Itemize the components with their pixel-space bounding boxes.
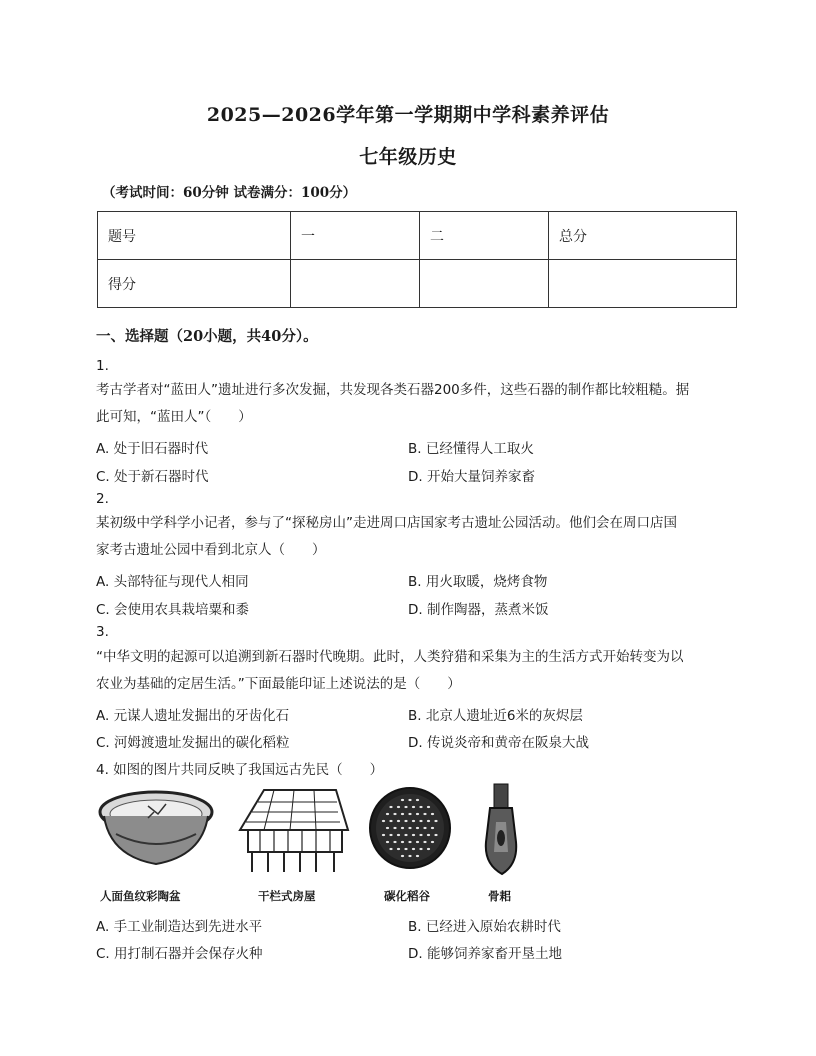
question-stem	[96, 510, 722, 564]
stem-line: 此可知，“蓝田人”（ ）	[96, 409, 252, 425]
figure-caption: 碳化稻谷	[384, 889, 430, 903]
question-stem	[96, 377, 722, 431]
option-b[interactable]: B. 已经进入原始农耕时代	[408, 919, 561, 935]
bone-spade-image	[476, 782, 526, 882]
option-d[interactable]: D. 制作陶器，蒸煮米饭	[408, 602, 549, 618]
stem-line: 某初级中学科学小记者，参与了“探秘房山”走进周口店国家考古遗址公园活动。他们会在周口店国	[96, 515, 677, 531]
question-stem	[96, 644, 722, 698]
carbonized-rice-image	[364, 782, 456, 882]
option-c[interactable]: C. 处于新石器时代	[96, 469, 209, 485]
option-a[interactable]: A. 处于旧石器时代	[96, 441, 209, 457]
table-cell: 二	[420, 212, 549, 260]
option-d[interactable]: D. 开始大量饲养家畜	[408, 469, 535, 485]
figure-caption: 人面鱼纹彩陶盆	[100, 889, 181, 903]
option-a[interactable]: A. 手工业制造达到先进水平	[96, 919, 263, 935]
option-d[interactable]: D. 能够饲养家畜开垦土地	[408, 946, 562, 962]
stem-line: 家考古遗址公园中看到北京人（ ）	[96, 542, 326, 558]
exam-info: （考试时间：60分钟 试卷满分：100分）	[102, 185, 357, 201]
score-input-cell[interactable]	[291, 260, 420, 308]
stem-line: “中华文明的起源可以追溯到新石器时代晚期。此时，人类狩猎和采集为主的生活方式开始转变为以	[96, 649, 684, 665]
exam-title: 2025—2026学年第一学期期中学科素养评估	[206, 104, 610, 126]
score-input-cell[interactable]	[420, 260, 549, 308]
section-title: 一、选择题（20小题，共40分）。	[96, 328, 318, 345]
option-a[interactable]: A. 元谋人遗址发掘出的牙齿化石	[96, 708, 290, 724]
option-c[interactable]: C. 用打制石器并会保存火种	[96, 946, 263, 962]
pottery-basin-image	[96, 782, 216, 882]
option-b[interactable]: B. 用火取暖，烧烤食物	[408, 574, 548, 590]
figure-caption: 骨耜	[488, 889, 511, 903]
option-c[interactable]: C. 河姆渡遗址发掘出的碳化稻粒	[96, 735, 290, 751]
option-a[interactable]: A. 头部特征与现代人相同	[96, 574, 249, 590]
option-b[interactable]: B. 北京人遗址近6米的灰烬层	[408, 708, 583, 724]
question-number: 3.	[96, 624, 109, 640]
table-cell: 总分	[549, 212, 737, 260]
question-number: 1.	[96, 358, 109, 374]
exam-subtitle: 七年级历史	[359, 146, 457, 168]
stem-line: 农业为基础的定居生活。”下面最能印证上述说法的是（ ）	[96, 676, 461, 692]
question-stem: 4. 如图的图片共同反映了我国远古先民（ ）	[96, 762, 384, 778]
stem-line: 考古学者对“蓝田人”遗址进行多次发掘，共发现各类石器200多件，这些石器的制作都比较粗糙。据	[96, 382, 690, 398]
table-cell: 一	[291, 212, 420, 260]
score-table-score-row	[98, 260, 737, 308]
score-input-cell[interactable]	[549, 260, 737, 308]
question-number: 2.	[96, 491, 109, 507]
score-table-header-row	[98, 212, 737, 260]
question-figures	[96, 782, 536, 906]
table-cell: 得分	[98, 260, 291, 308]
score-table	[97, 211, 737, 308]
figure-caption: 干栏式房屋	[258, 889, 316, 903]
table-cell: 题号	[98, 212, 291, 260]
stilt-house-image	[234, 782, 352, 882]
option-c[interactable]: C. 会使用农具栽培粟和黍	[96, 602, 250, 618]
option-b[interactable]: B. 已经懂得人工取火	[408, 441, 534, 457]
option-d[interactable]: D. 传说炎帝和黄帝在阪泉大战	[408, 735, 589, 751]
